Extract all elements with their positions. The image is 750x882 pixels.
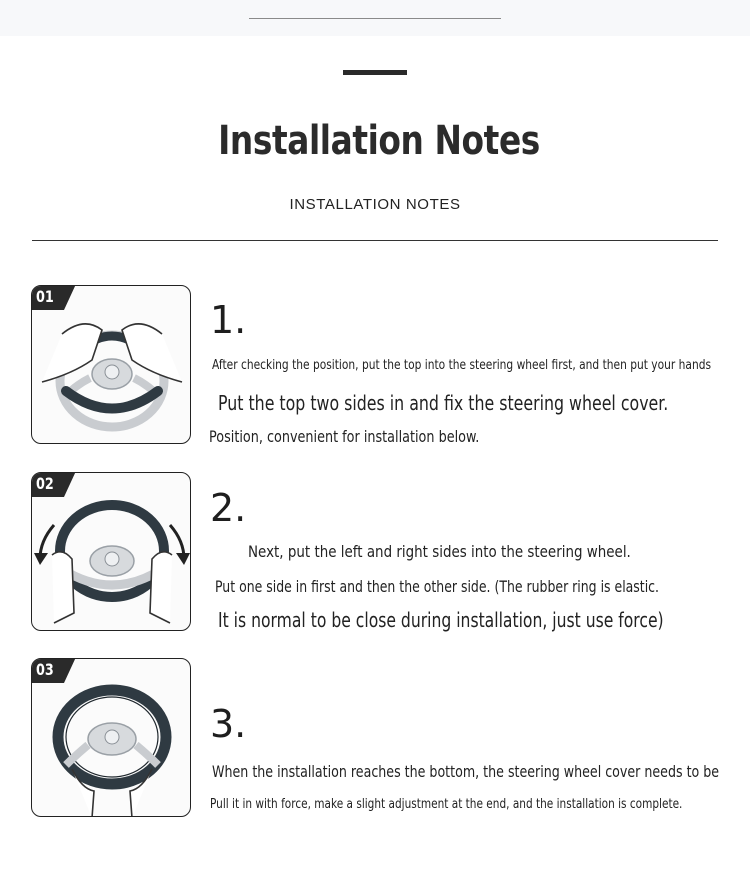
step-2-illustration	[31, 472, 191, 631]
step-2-line-3: It is normal to be close during installation, just use force)	[218, 608, 664, 632]
step-2-line-1: Next, put the left and right sides into the steering wheel.	[248, 542, 631, 561]
step-3-line-2: Pull it in with force, make a slight adjustment at the end, and the installation is complete.	[210, 797, 683, 812]
title-accent-bar	[343, 70, 407, 75]
step-1-line-3: Position, convenient for installation below.	[209, 427, 480, 446]
step-1-tag: 01	[31, 285, 76, 310]
step-2-tag: 02	[31, 472, 76, 497]
step-2-number: 2.	[210, 486, 247, 530]
step-1-number: 1.	[210, 298, 247, 342]
page-subtitle: INSTALLATION NOTES	[289, 196, 461, 213]
step-1-illustration	[31, 285, 191, 444]
header-divider	[32, 240, 718, 241]
step-3-tag: 03	[31, 658, 76, 683]
step-3-illustration	[31, 658, 191, 817]
step-1-line-2: Put the top two sides in and fix the steering wheel cover.	[218, 391, 669, 415]
step-3-number: 3.	[210, 702, 247, 746]
top-divider	[249, 18, 501, 19]
page-title: Installation Notes	[218, 118, 540, 164]
step-3-line-1: When the installation reaches the bottom, the steering wheel cover needs to be	[212, 762, 720, 781]
step-1-line-1: After checking the position, put the top into the steering wheel first, and then put your hands	[212, 358, 712, 373]
step-2-line-2: Put one side in first and then the other side. (The rubber ring is elastic.	[215, 577, 660, 596]
